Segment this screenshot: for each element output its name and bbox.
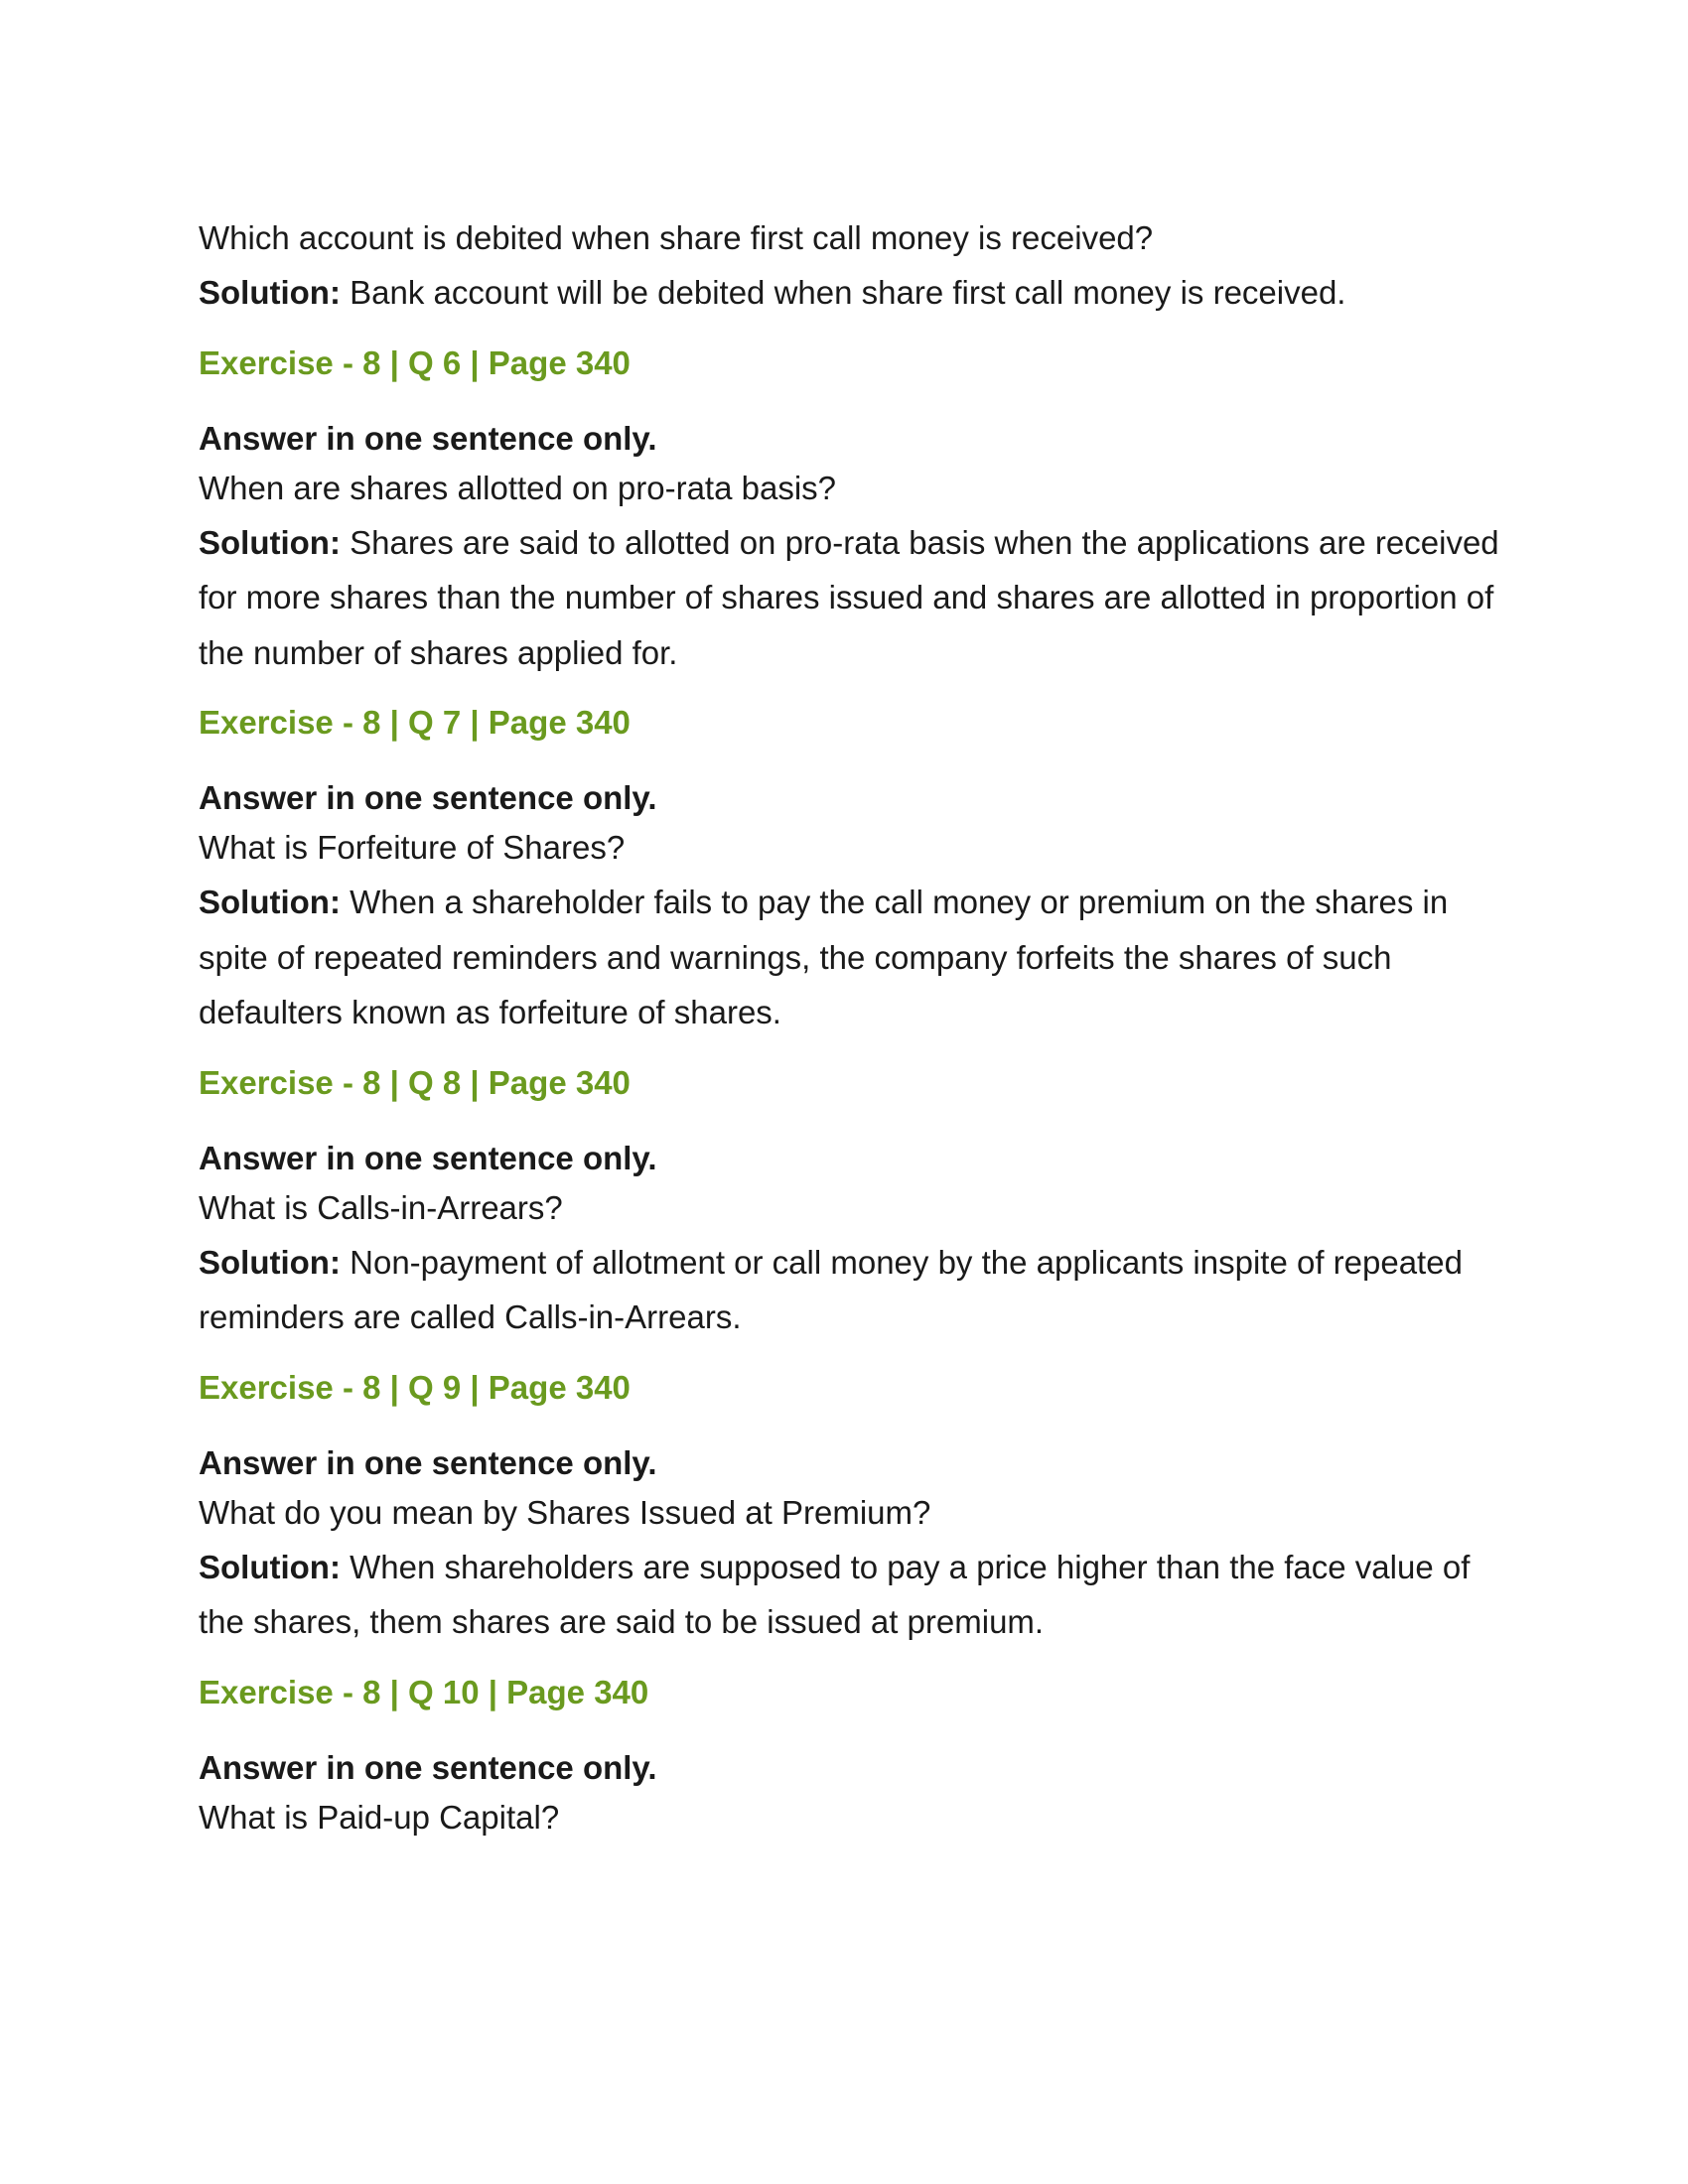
solution-label: Solution:	[199, 884, 341, 920]
solution-text: Shares are said to allotted on pro-rata basis when the applications are received for more shares than the number of shares issued and shares are allotted in proportion of the number of shares applied for.	[199, 523, 1499, 671]
solution-paragraph	[199, 265, 1509, 321]
solution-text: When a shareholder fails to pay the call money or premium on the shares in spite of repeated reminders and warnings, the company forfeits the shares of such defaulters known as forfeiture of shares.	[199, 884, 1449, 1030]
instruction-text: Answer in one sentence only.	[199, 1139, 657, 1176]
question-text: What do you mean by Shares Issued at Premium?	[199, 1493, 931, 1531]
solution-paragraph	[199, 1235, 1509, 1345]
document-page	[199, 210, 1509, 1844]
question-text: Which account is debited when share first call money is received?	[199, 219, 1154, 256]
exercise-heading: Exercise - 8 | Q 6 | Page 340	[199, 343, 631, 381]
exercise-section-q10	[199, 1671, 1509, 1844]
exercise-heading: Exercise - 8 | Q 10 | Page 340	[199, 1673, 649, 1710]
solution-paragraph	[199, 875, 1509, 1040]
instruction-text: Answer in one sentence only.	[199, 1748, 657, 1786]
exercise-section-q6	[199, 341, 1509, 681]
solution-label: Solution:	[199, 274, 341, 311]
question-text: What is Forfeiture of Shares?	[199, 829, 626, 866]
exercise-section-q8	[199, 1061, 1509, 1345]
exercise-heading: Exercise - 8 | Q 9 | Page 340	[199, 1368, 631, 1406]
instruction-text: Answer in one sentence only.	[199, 419, 657, 457]
question-text: What is Calls-in-Arrears?	[199, 1188, 563, 1226]
exercise-heading: Exercise - 8 | Q 7 | Page 340	[199, 704, 631, 741]
solution-paragraph	[199, 1540, 1509, 1650]
intro-block	[199, 210, 1509, 321]
solution-paragraph	[199, 515, 1509, 681]
solution-text: When shareholders are supposed to pay a price higher than the face value of the shares, them shares are said to be issued at premium.	[199, 1548, 1471, 1640]
solution-label: Solution:	[199, 1243, 341, 1281]
exercise-section-q7	[199, 701, 1509, 1040]
question-text: What is Paid-up Capital?	[199, 1798, 560, 1836]
solution-label: Solution:	[199, 1548, 341, 1585]
exercise-section-q9	[199, 1366, 1509, 1650]
question-text: When are shares allotted on pro-rata basis?	[199, 469, 837, 506]
exercise-heading: Exercise - 8 | Q 8 | Page 340	[199, 1063, 631, 1101]
instruction-text: Answer in one sentence only.	[199, 779, 657, 816]
solution-label: Solution:	[199, 523, 341, 561]
solution-text: Non-payment of allotment or call money by the applicants inspite of repeated reminders are called Calls-in-Arrears.	[199, 1243, 1463, 1335]
instruction-text: Answer in one sentence only.	[199, 1443, 657, 1481]
solution-text: Bank account will be debited when share first call money is received.	[340, 274, 1346, 311]
